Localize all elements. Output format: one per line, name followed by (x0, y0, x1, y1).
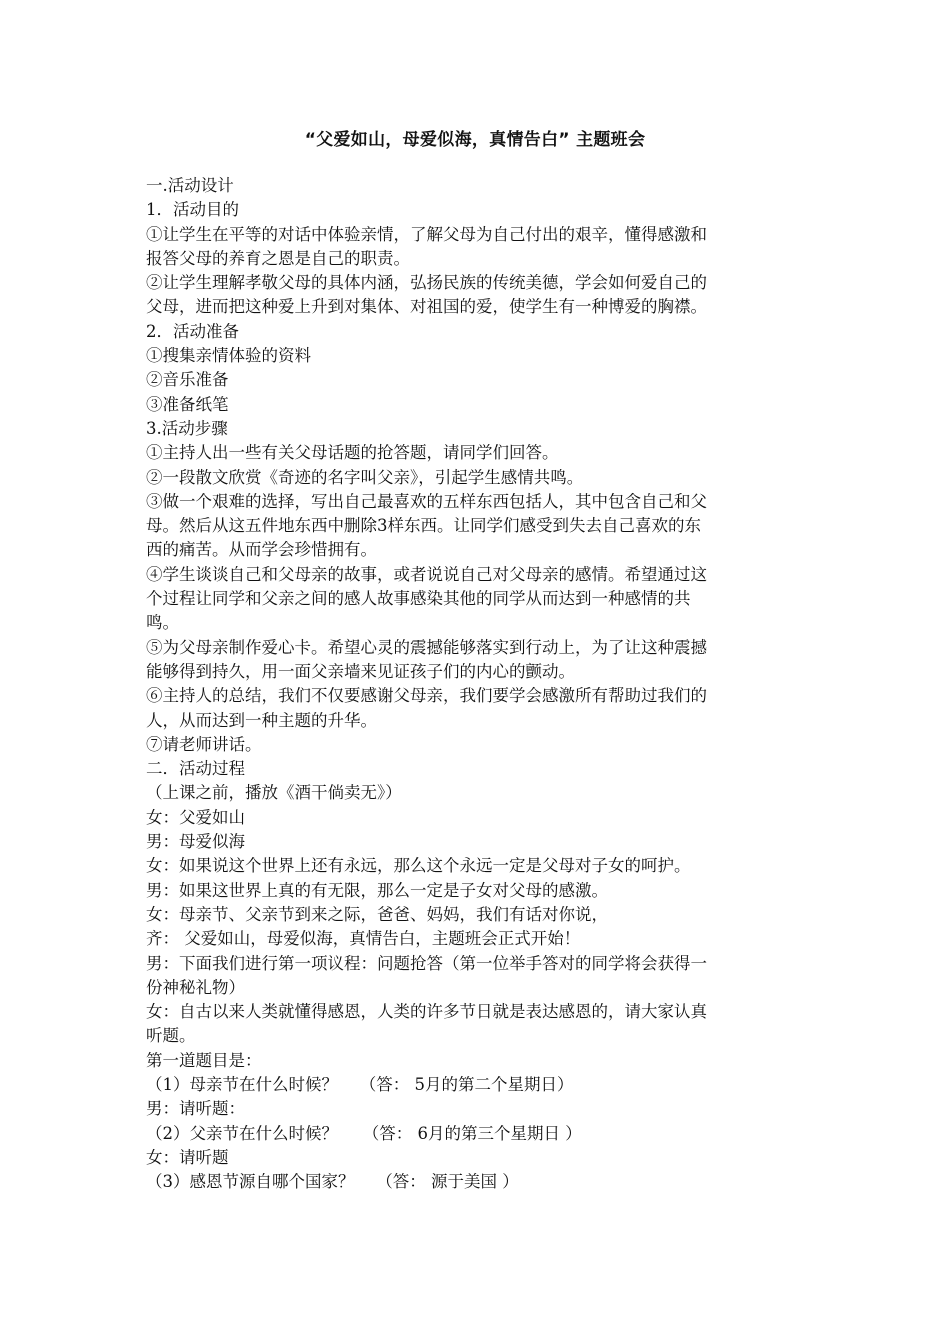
text-line: ①主持人出一些有关父母话题的抢答题，请同学们回答。 (146, 443, 559, 463)
text-line: ③准备纸笔 (146, 394, 229, 414)
text-line: 女：请听题 (146, 1147, 229, 1167)
text-line: 人，从而达到一种主题的升华。 (146, 710, 377, 730)
text-line: 女：母亲节、父亲节到来之际，爸爸、妈妈，我们有话对你说， (146, 904, 608, 924)
text-line: （1）母亲节在什么时候？ （答： 5月的第二个星期日） (146, 1074, 574, 1094)
text-line: 报答父母的养育之恩是自己的职责。 (146, 248, 410, 268)
text-line: 个过程让同学和父亲之间的感人故事感染其他的同学从而达到一种感情的共 (146, 589, 691, 609)
text-line: ⑦请老师讲话。 (146, 734, 262, 754)
text-line: ③做一个艰难的选择，写出自己最喜欢的五样东西包括人，其中包含自己和父 (146, 491, 707, 511)
text-line: 听题。 (146, 1026, 196, 1046)
text-line: 2．活动准备 (146, 321, 239, 341)
text-line: 鸣。 (146, 613, 179, 633)
document-title: “父爱如山，母爱似海，真情告白” 主题班会 (304, 130, 646, 150)
text-line: 男：如果这世界上真的有无限，那么一定是子女对父母的感激。 (146, 880, 608, 900)
text-line: ②音乐准备 (146, 370, 229, 390)
text-line: （2）父亲节在什么时候？ （答： 6月的第三个星期日 ） (146, 1123, 582, 1143)
text-line: （上课之前，播放《酒干倘卖无》） (146, 783, 402, 803)
text-line: 1．活动目的 (146, 200, 239, 220)
text-line: ①搜集亲情体验的资料 (146, 346, 311, 366)
text-line: 女：父爱如山 (146, 807, 245, 827)
text-line: 一.活动设计 (146, 176, 234, 195)
text-line: ⑥主持人的总结，我们不仅要感谢父母亲，我们要学会感激所有帮助过我们的 (146, 686, 707, 706)
text-line: 3.活动步骤 (146, 418, 228, 438)
text-line: ②让学生理解孝敬父母的具体内涵，弘扬民族的传统美德，学会如何爱自己的 (146, 273, 707, 293)
text-line: ②一段散文欣赏《奇迹的名字叫父亲》，引起学生感情共鸣。 (146, 467, 584, 487)
text-line: 份神秘礼物） (146, 977, 245, 997)
text-line: 男：请听题： (146, 1099, 245, 1119)
text-line: 二．活动过程 (146, 759, 245, 779)
text-line: 第一道题目是： (146, 1050, 262, 1070)
text-line: 男：下面我们进行第一项议程：问题抢答（第一位举手答对的同学将会获得一 (146, 953, 707, 973)
text-line: 女：自古以来人类就懂得感恩，人类的许多节日就是表达感恩的，请大家认真 (146, 1002, 707, 1022)
text-line: ⑤为父母亲制作爱心卡。希望心灵的震撼能够落实到行动上，为了让这种震撼 (146, 637, 707, 657)
text-line: 父母，进而把这种爱上升到对集体、对祖国的爱，使学生有一种博爱的胸襟。 (146, 297, 707, 317)
text-line: 母。然后从这五件地东西中删除3样东西。让同学们感受到失去自己喜欢的东 (146, 516, 701, 536)
text-line: 西的痛苦。从而学会珍惜拥有。 (146, 540, 377, 560)
text-line: 能够得到持久，用一面父亲墙来见证孩子们的内心的颤动。 (146, 661, 575, 681)
text-line: 女：如果说这个世界上还有永远，那么这个永远一定是父母对子女的呵护。 (146, 856, 691, 876)
document-body (146, 174, 806, 1194)
text-line: 齐： 父爱如山，母爱似海，真情告白，主题班会正式开始！ (146, 929, 581, 949)
text-line: ①让学生在平等的对话中体验亲情，了解父母为自己付出的艰辛，懂得感激和 (146, 224, 707, 244)
text-line: 男：母爱似海 (146, 832, 245, 852)
text-line: ④学生谈谈自己和父母亲的故事，或者说说自己对父母亲的感情。希望通过这 (146, 564, 707, 584)
text-line: （3）感恩节源自哪个国家？ （答： 源于美国 ） (146, 1172, 519, 1192)
